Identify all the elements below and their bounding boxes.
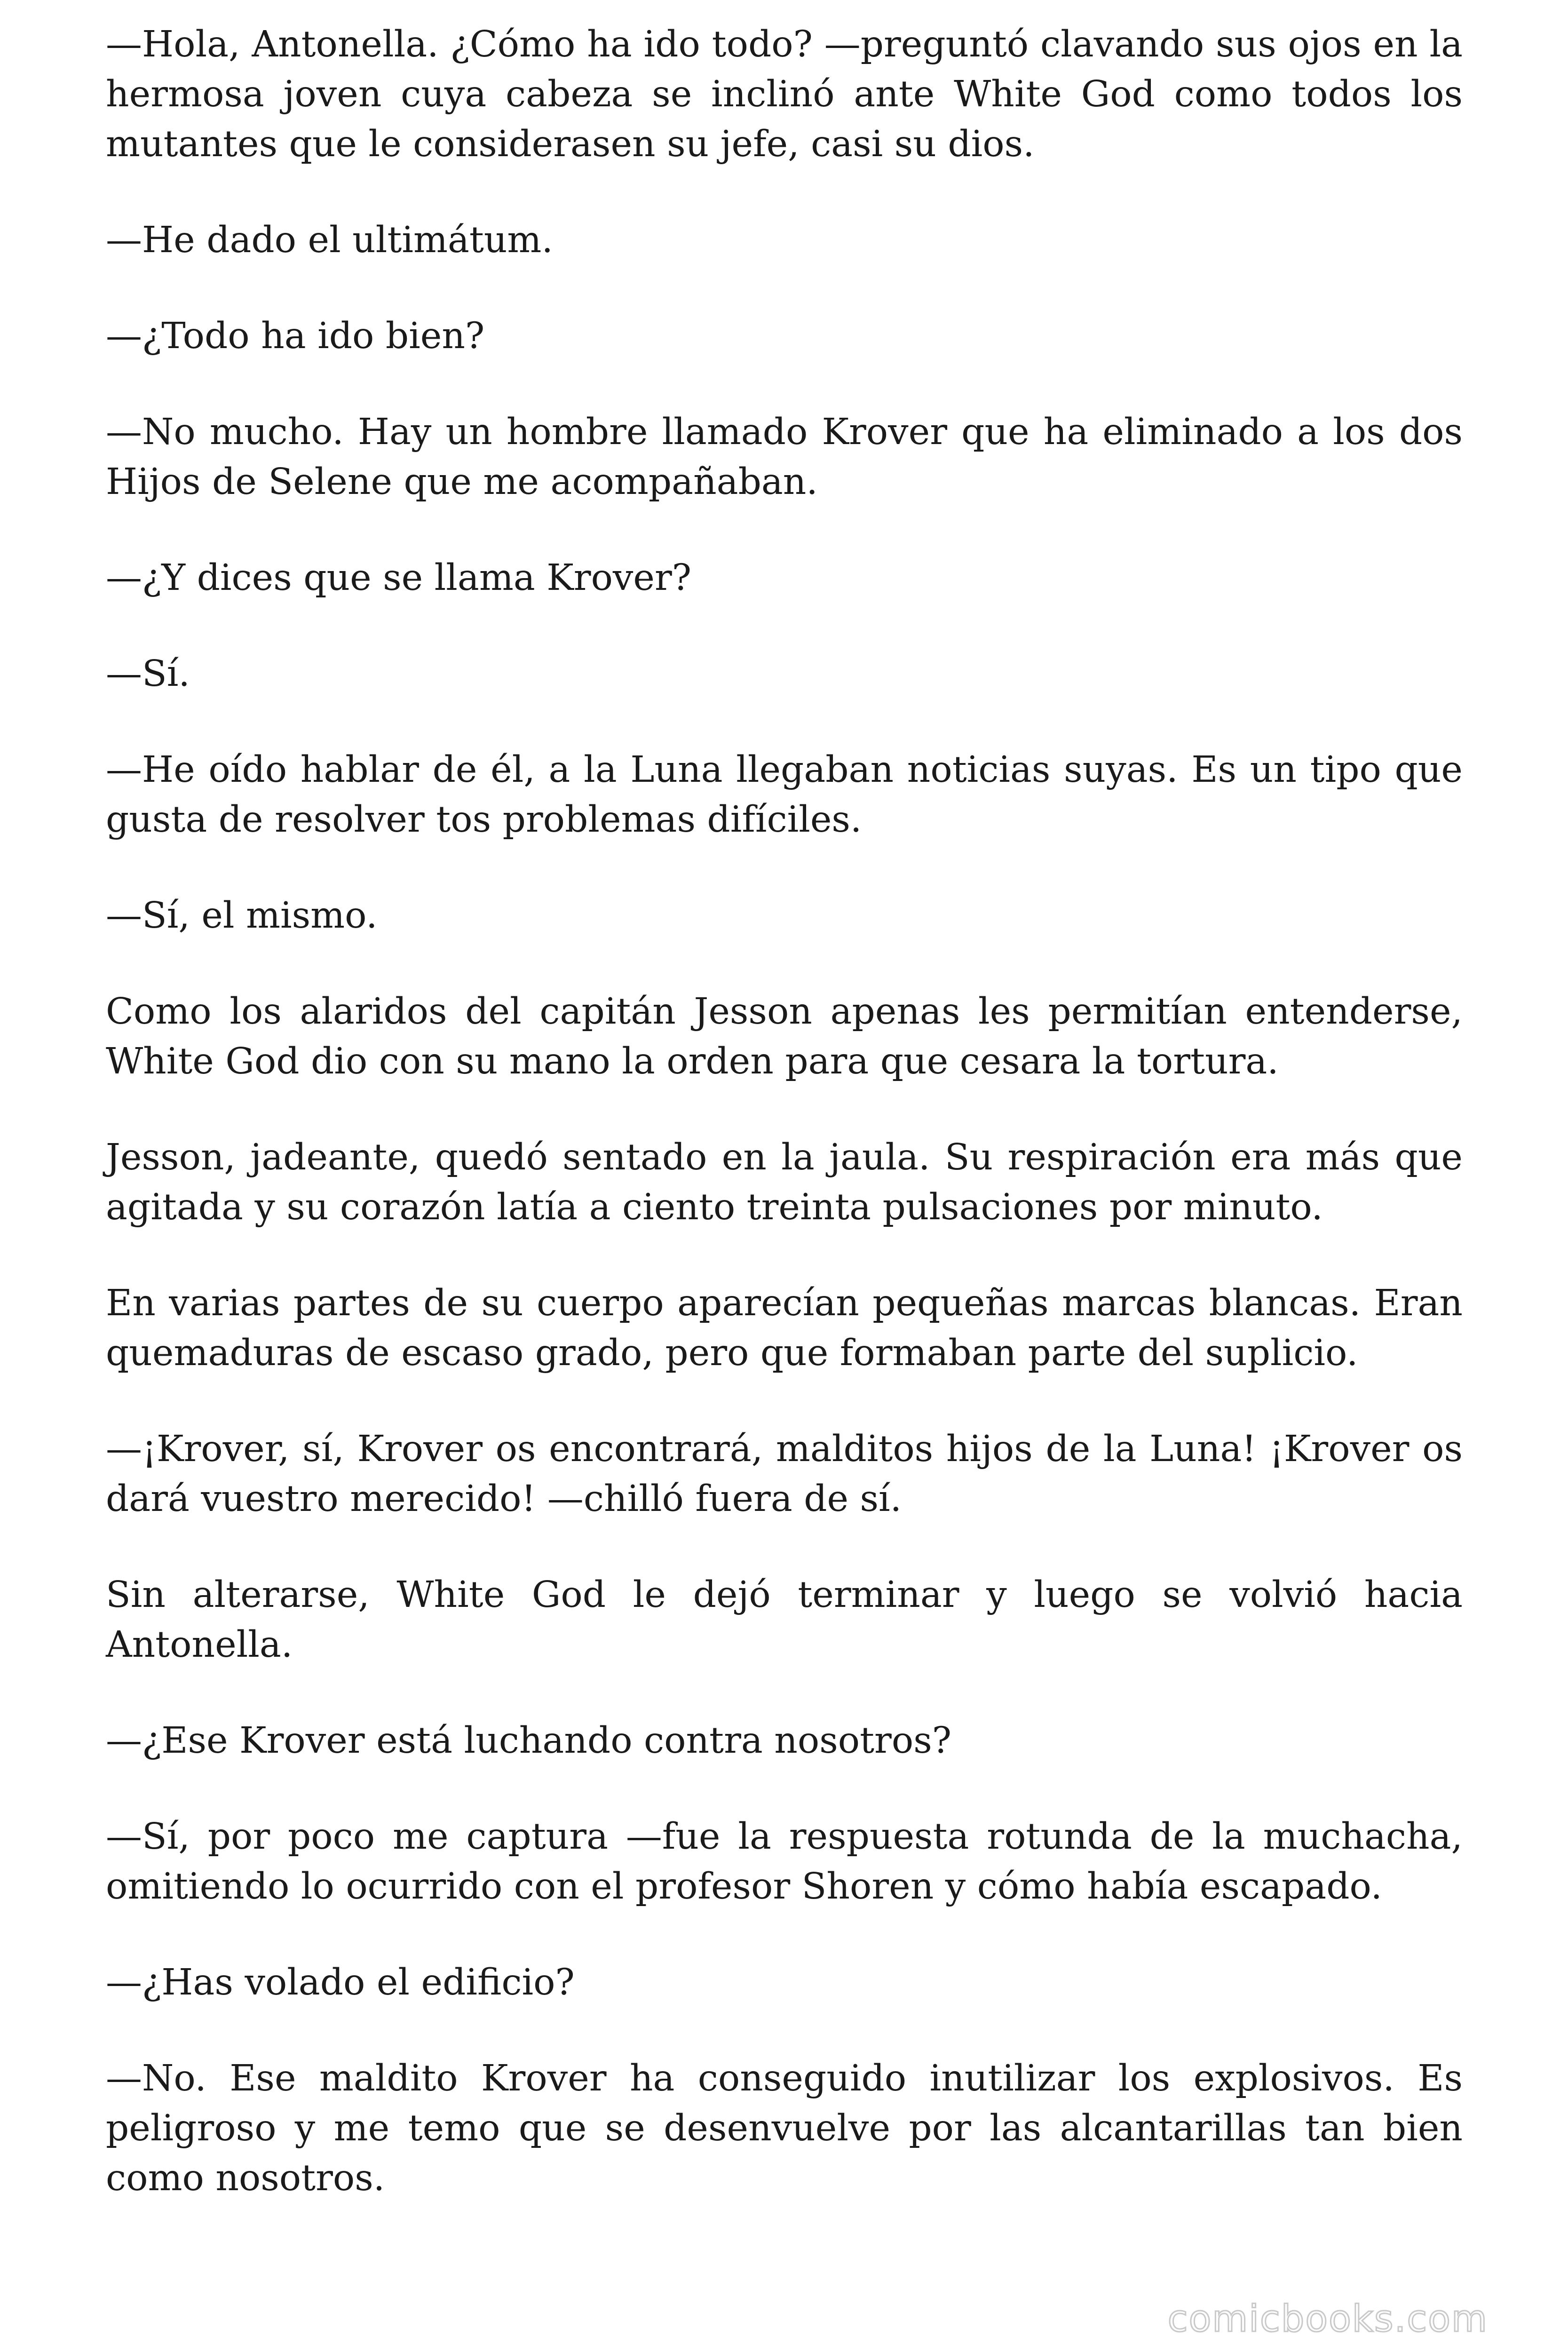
paragraph: —Sí, el mismo. (106, 895, 378, 937)
paragraph: En varias partes de su cuerpo aparecían pequeñas marcas blancas. Eran quemaduras de escaso grado, pero que formaban parte del suplicio. (106, 1282, 1463, 1374)
paragraph: —¿Todo ha ido bien? (106, 315, 485, 357)
paragraph: —He dado el ultimátum. (106, 219, 553, 261)
paragraph: —¡Krover, sí, Krover os encontrará, malditos hijos de la Luna! ¡Krover os dará vuestro merecido! —chilló fuera de sí. (106, 1428, 1463, 1520)
paragraph: —¿Has volado el edificio? (106, 1962, 575, 2003)
paragraph: —Hola, Antonella. ¿Cómo ha ido todo? —preguntó clavando sus ojos en la hermosa joven cuya cabeza se inclinó ante White God como todos los mutantes que le considerasen su jefe, casi su dios. (106, 24, 1463, 165)
page-text (106, 20, 1463, 2249)
paragraph: Sin alterarse, White God le dejó terminar y luego se volvió hacia Antonella. (106, 1574, 1463, 1666)
watermark: comicbooks.com (1167, 2298, 1488, 2340)
paragraph: Jesson, jadeante, quedó sentado en la jaula. Su respiración era más que agitada y su corazón latía a ciento treinta pulsaciones por minuto. (106, 1136, 1463, 1228)
paragraph: —¿Ese Krover está luchando contra nosotros? (106, 1720, 951, 1762)
paragraph: —Sí. (106, 653, 190, 695)
paragraph: —¿Y dices que se llama Krover? (106, 557, 692, 599)
paragraph: —No mucho. Hay un hombre llamado Krover que ha eliminado a los dos Hijos de Selene que me acompañaban. (106, 411, 1463, 503)
paragraph: —Sí, por poco me captura —fue la respuesta rotunda de la muchacha, omitiendo lo ocurrido con el profesor Shoren y cómo había escapado. (106, 1816, 1463, 1907)
paragraph: Como los alaridos del capitán Jesson apenas les permitían entenderse, White God dio con su mano la orden para que cesara la tortura. (106, 991, 1463, 1082)
paragraph: —He oído hablar de él, a la Luna llegaban noticias suyas. Es un tipo que gusta de resolver tos problemas difíciles. (106, 749, 1463, 841)
paragraph: —No. Ese maldito Krover ha conseguido inutilizar los explosivos. Es peligroso y me temo que se desenvuelve por las alcantarillas tan bien como nosotros. (106, 2058, 1463, 2199)
